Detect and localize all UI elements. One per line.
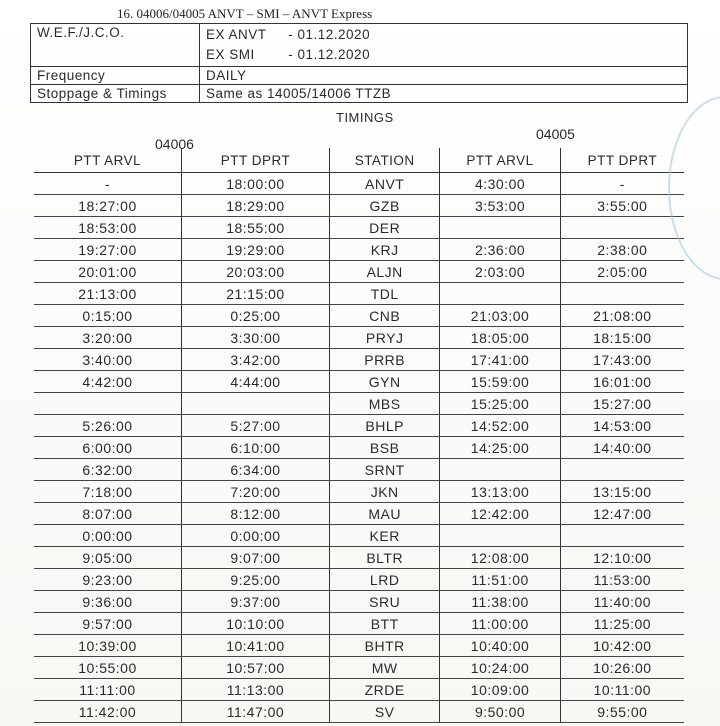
cell-right-dprt: 9:55:00 [560, 701, 684, 723]
cell-right-arvl: 11:00:00 [440, 613, 560, 635]
cell-right-arvl: 14:52:00 [440, 415, 560, 437]
cell-right-arvl: 9:50:00 [440, 701, 560, 723]
cell-right-arvl [440, 283, 560, 305]
col-left-dprt: PTT DPRT [181, 148, 329, 173]
cell-left-dprt [181, 393, 329, 415]
cell-station: PRRB [329, 349, 439, 371]
cell-right-arvl: 21:03:00 [440, 305, 560, 327]
table-row [34, 327, 684, 349]
cell-left-arvl: 9:23:00 [34, 569, 181, 591]
cell-right-dprt: 11:53:00 [560, 569, 684, 591]
cell-station: KRJ [329, 239, 439, 261]
cell-right-dprt [560, 459, 684, 481]
cell-right-dprt: 16:01:00 [560, 371, 684, 393]
cell-left-arvl: 6:00:00 [34, 437, 181, 459]
cell-right-dprt: 10:42:00 [560, 635, 684, 657]
cell-right-dprt: 3:55:00 [560, 195, 684, 217]
cell-right-arvl: 18:05:00 [440, 327, 560, 349]
cell-station: ZRDE [329, 679, 439, 701]
cell-station: BTT [329, 613, 439, 635]
cell-left-arvl: 0:00:00 [34, 525, 181, 547]
cell-left-dprt: 11:47:00 [181, 701, 329, 723]
wef-date: - 01.12.2020 [288, 47, 371, 62]
cell-right-arvl: 3:53:00 [440, 195, 560, 217]
cell-right-dprt: 12:10:00 [560, 547, 684, 569]
wef-row [31, 24, 688, 67]
cell-right-arvl: 10:40:00 [440, 635, 560, 657]
table-row [34, 415, 684, 437]
cell-right-dprt: 11:40:00 [560, 591, 684, 613]
cell-left-dprt: 11:13:00 [181, 679, 329, 701]
cell-right-arvl: 4:30:00 [440, 173, 560, 195]
cell-station: BHTR [329, 635, 439, 657]
cell-station: ANVT [329, 173, 439, 195]
cell-station: PRYJ [329, 327, 439, 349]
cell-right-arvl: 11:38:00 [440, 591, 560, 613]
cell-station: BHLP [329, 415, 439, 437]
table-row [34, 239, 684, 261]
cell-right-arvl: 2:03:00 [440, 261, 560, 283]
cell-right-arvl: 10:09:00 [440, 679, 560, 701]
cell-station: LRD [329, 569, 439, 591]
table-row [34, 701, 684, 723]
cell-left-dprt: 8:12:00 [181, 503, 329, 525]
cell-station: MW [329, 657, 439, 679]
cell-right-dprt: 12:47:00 [560, 503, 684, 525]
cell-left-dprt: 18:55:00 [181, 217, 329, 239]
cell-right-dprt [560, 525, 684, 547]
train-heading: 16. 04006/04005 ANVT – SMI – ANVT Express [117, 6, 373, 21]
table-row [34, 525, 684, 547]
cell-left-dprt: 5:27:00 [181, 415, 329, 437]
cell-left-arvl: 11:11:00 [34, 679, 181, 701]
table-row [34, 393, 684, 415]
table-row [34, 591, 684, 613]
cell-left-dprt: 21:15:00 [181, 283, 329, 305]
cell-right-arvl: 17:41:00 [440, 349, 560, 371]
cell-right-dprt [560, 283, 684, 305]
cell-right-dprt: 18:15:00 [560, 327, 684, 349]
cell-right-dprt: 14:53:00 [560, 415, 684, 437]
timings-body [34, 173, 684, 723]
cell-left-arvl: 4:42:00 [34, 371, 181, 393]
cell-left-dprt: 4:44:00 [181, 371, 329, 393]
cell-right-dprt [560, 217, 684, 239]
cell-left-arvl: - [34, 173, 181, 195]
cell-station: TDL [329, 283, 439, 305]
cell-left-dprt: 10:41:00 [181, 635, 329, 657]
table-row [34, 173, 684, 195]
cell-right-arvl: 2:36:00 [440, 239, 560, 261]
train-number-right: 04005 [536, 126, 575, 142]
cell-right-arvl: 10:24:00 [440, 657, 560, 679]
cell-left-dprt: 7:20:00 [181, 481, 329, 503]
cell-left-arvl: 7:18:00 [34, 481, 181, 503]
cell-station: BSB [329, 437, 439, 459]
cell-left-arvl: 9:05:00 [34, 547, 181, 569]
cell-left-dprt: 0:25:00 [181, 305, 329, 327]
cell-station: SV [329, 701, 439, 723]
wef-key: EX ANVT [206, 27, 267, 42]
table-row [34, 657, 684, 679]
cell-left-dprt: 18:00:00 [181, 173, 329, 195]
cell-station: MBS [329, 393, 439, 415]
cell-right-arvl: 12:08:00 [440, 547, 560, 569]
cell-left-dprt: 9:07:00 [181, 547, 329, 569]
cell-left-dprt: 9:25:00 [181, 569, 329, 591]
cell-left-arvl: 10:39:00 [34, 635, 181, 657]
train-number-left: 04006 [155, 136, 194, 152]
cell-station: CNB [329, 305, 439, 327]
cell-station: GYN [329, 371, 439, 393]
table-row [34, 283, 684, 305]
table-row [34, 459, 684, 481]
cell-left-arvl: 9:36:00 [34, 591, 181, 613]
cell-left-dprt: 3:30:00 [181, 327, 329, 349]
cell-station: SRU [329, 591, 439, 613]
cell-station: MAU [329, 503, 439, 525]
table-row [34, 217, 684, 239]
cell-right-dprt: 10:26:00 [560, 657, 684, 679]
cell-station: DER [329, 217, 439, 239]
cell-left-dprt: 0:00:00 [181, 525, 329, 547]
cell-right-dprt: 17:43:00 [560, 349, 684, 371]
cell-left-arvl: 8:07:00 [34, 503, 181, 525]
table-row [34, 679, 684, 701]
stoppage-label: Stoppage & Timings [31, 85, 200, 103]
cell-left-arvl: 3:20:00 [34, 327, 181, 349]
table-row [34, 503, 684, 525]
cell-right-dprt: 21:08:00 [560, 305, 684, 327]
timings-table [34, 148, 684, 723]
cell-left-dprt: 20:03:00 [181, 261, 329, 283]
wef-line-anvt [206, 25, 681, 45]
cell-left-dprt: 6:10:00 [181, 437, 329, 459]
cell-right-dprt: 10:11:00 [560, 679, 684, 701]
table-row [34, 635, 684, 657]
cell-left-arvl [34, 393, 181, 415]
col-station: STATION [329, 148, 439, 173]
wef-label: W.E.F./J.C.O. [31, 24, 200, 67]
cell-right-arvl: 13:13:00 [440, 481, 560, 503]
table-row [34, 569, 684, 591]
cell-right-dprt: 2:05:00 [560, 261, 684, 283]
cell-right-dprt: 13:15:00 [560, 481, 684, 503]
cell-right-dprt: 14:40:00 [560, 437, 684, 459]
cell-left-dprt: 18:29:00 [181, 195, 329, 217]
cell-station: JKN [329, 481, 439, 503]
cell-left-arvl: 21:13:00 [34, 283, 181, 305]
cell-left-arvl: 3:40:00 [34, 349, 181, 371]
cell-left-dprt: 10:10:00 [181, 613, 329, 635]
table-row [34, 481, 684, 503]
table-row [34, 349, 684, 371]
cell-station: SRNT [329, 459, 439, 481]
cell-right-dprt: - [560, 173, 684, 195]
cell-left-arvl: 20:01:00 [34, 261, 181, 283]
frequency-label: Frequency [31, 67, 200, 85]
cell-left-arvl: 11:42:00 [34, 701, 181, 723]
table-row [34, 305, 684, 327]
timings-title: TIMINGS [336, 110, 394, 125]
cell-right-dprt: 11:25:00 [560, 613, 684, 635]
cell-right-arvl [440, 459, 560, 481]
cell-right-arvl: 15:25:00 [440, 393, 560, 415]
cell-station: BLTR [329, 547, 439, 569]
wef-value [200, 24, 688, 67]
table-row [34, 195, 684, 217]
timings-header-row [34, 148, 684, 173]
cell-left-arvl: 5:26:00 [34, 415, 181, 437]
cell-left-dprt: 9:37:00 [181, 591, 329, 613]
cell-left-arvl: 18:53:00 [34, 217, 181, 239]
cell-station: KER [329, 525, 439, 547]
stoppage-row [31, 85, 688, 103]
cell-left-dprt: 6:34:00 [181, 459, 329, 481]
table-row [34, 437, 684, 459]
wef-date: - 01.12.2020 [288, 27, 371, 42]
cell-right-arvl: 15:59:00 [440, 371, 560, 393]
cell-right-arvl: 12:42:00 [440, 503, 560, 525]
train-info-table [30, 23, 688, 103]
table-row [34, 613, 684, 635]
col-right-arvl: PTT ARVL [440, 148, 560, 173]
cell-right-arvl: 11:51:00 [440, 569, 560, 591]
cell-right-dprt: 15:27:00 [560, 393, 684, 415]
col-right-dprt: PTT DPRT [560, 148, 684, 173]
frequency-row [31, 67, 688, 85]
cell-left-dprt: 10:57:00 [181, 657, 329, 679]
cell-left-arvl: 6:32:00 [34, 459, 181, 481]
cell-left-arvl: 0:15:00 [34, 305, 181, 327]
stoppage-value: Same as 14005/14006 TTZB [200, 85, 688, 103]
cell-left-arvl: 19:27:00 [34, 239, 181, 261]
cell-right-arvl [440, 217, 560, 239]
cell-right-arvl [440, 525, 560, 547]
col-left-arvl: PTT ARVL [34, 148, 181, 173]
cell-left-dprt: 19:29:00 [181, 239, 329, 261]
cell-left-arvl: 9:57:00 [34, 613, 181, 635]
wef-line-smi [206, 45, 681, 65]
cell-left-arvl: 18:27:00 [34, 195, 181, 217]
table-row [34, 547, 684, 569]
cell-right-arvl: 14:25:00 [440, 437, 560, 459]
cell-station: ALJN [329, 261, 439, 283]
wef-key: EX SMI [206, 47, 255, 62]
table-row [34, 371, 684, 393]
cell-left-arvl: 10:55:00 [34, 657, 181, 679]
table-row [34, 261, 684, 283]
frequency-value: DAILY [200, 67, 688, 85]
cell-station: GZB [329, 195, 439, 217]
cell-right-dprt: 2:38:00 [560, 239, 684, 261]
cell-left-dprt: 3:42:00 [181, 349, 329, 371]
